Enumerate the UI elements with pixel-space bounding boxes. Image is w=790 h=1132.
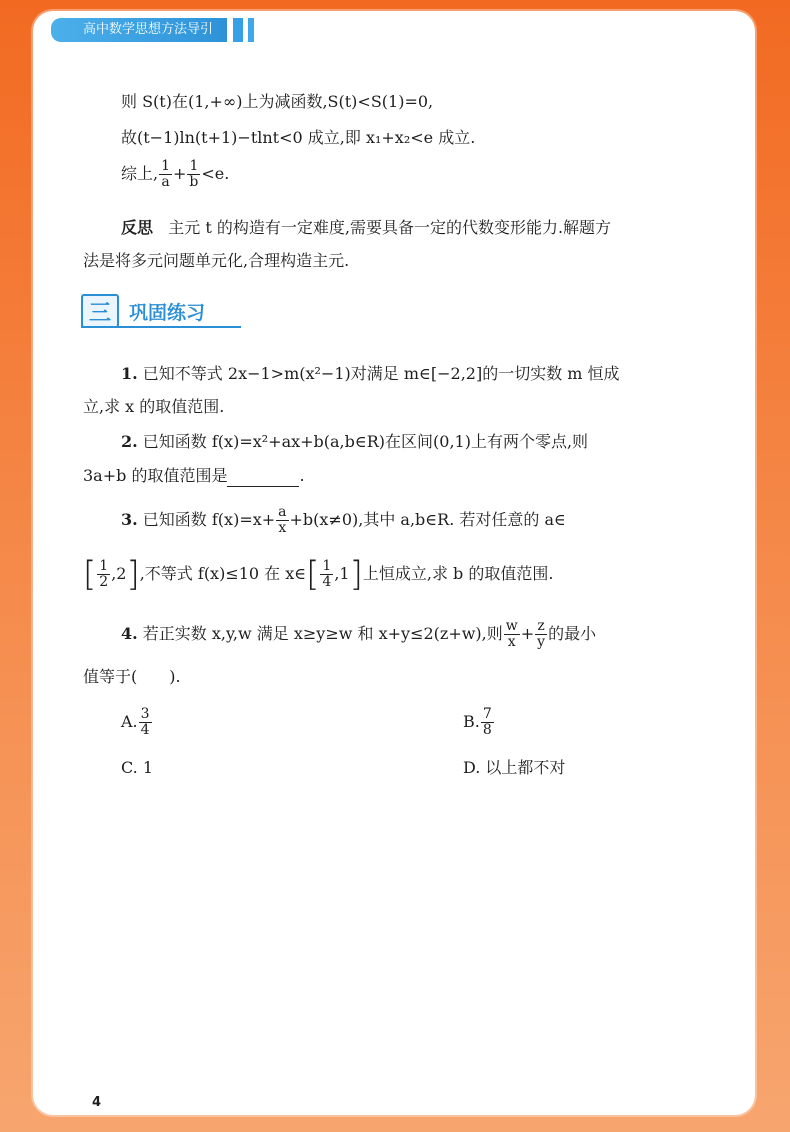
- fraction: [320, 559, 333, 590]
- fraction: [97, 559, 110, 590]
- answer-blank: [227, 470, 299, 487]
- denominator: a: [161, 174, 170, 190]
- denominator: 4: [322, 574, 332, 590]
- header-decor-bar: [233, 18, 243, 42]
- fraction: [504, 619, 520, 650]
- problem-4: [121, 619, 596, 650]
- text-line-summary: [121, 159, 229, 190]
- text-line: 则 S(t)在(1,+∞)上为减函数,S(t)<S(1)=0,: [121, 92, 434, 111]
- text-line: 法是将多元问题单元化,合理构造主元.: [83, 251, 350, 270]
- text: +: [173, 164, 187, 183]
- right-bracket: ]: [349, 554, 363, 595]
- text: ,1: [334, 564, 350, 583]
- left-bracket: [: [83, 554, 97, 595]
- problem-text: 已知函数 f(x)=x²+ax+b(a,b∈R)在区间(0,1)上有两个零点,则: [142, 432, 589, 451]
- header-decor-bar: [248, 18, 254, 42]
- denominator: y: [537, 634, 546, 650]
- option-label: B.: [463, 712, 480, 731]
- text-line: 故(t−1)ln(t+1)−tlnt<0 成立,即 x₁+x₂<e 成立.: [121, 128, 476, 147]
- numerator: 3: [140, 706, 150, 722]
- text-line: 值等于( ).: [83, 667, 181, 686]
- problem-3-cont: [83, 554, 554, 595]
- text: .: [299, 466, 305, 485]
- option-a: [121, 707, 153, 738]
- fraction: [481, 707, 494, 738]
- text-line: 立,求 x 的取值范围.: [83, 397, 225, 416]
- numerator: 7: [482, 706, 492, 722]
- text: +: [520, 624, 535, 643]
- right-bracket: ]: [126, 554, 140, 595]
- section-heading: [81, 294, 205, 328]
- problem-text: +b(x≠0),其中 a,b∈R. 若对任意的 a∈: [289, 510, 566, 529]
- numerator: 1: [189, 158, 199, 174]
- problem-2-cont: [83, 465, 305, 487]
- reflection-text: 主元 t 的构造有一定难度,需要具备一定的代数变形能力.解题方: [168, 218, 612, 237]
- left-bracket: [: [306, 554, 320, 595]
- text: <e.: [201, 164, 230, 183]
- section-title: 巩固练习: [129, 301, 206, 324]
- denominator: 8: [482, 722, 492, 738]
- problem-text: 已知函数 f(x)=x+: [142, 510, 276, 529]
- problem-text: 的最小: [548, 624, 597, 643]
- problem-number: 3.: [121, 510, 138, 529]
- section-number-icon: 三: [81, 294, 119, 328]
- book-page: [33, 11, 755, 1115]
- problem-number: 4.: [121, 624, 138, 643]
- numerator: a: [278, 504, 287, 520]
- problem-1: [121, 363, 620, 385]
- problem-text: 若正实数 x,y,w 满足 x≥y≥w 和 x+y≤2(z+w),则: [142, 624, 503, 643]
- fraction: [276, 505, 288, 536]
- numerator: 1: [161, 158, 171, 174]
- option-label: A.: [121, 712, 138, 731]
- option-d: D. 以上都不对: [463, 758, 566, 777]
- text: ,不等式 f(x)≤10 在 x∈: [139, 564, 307, 583]
- section-underline: [81, 326, 241, 328]
- option-c: C. 1: [121, 758, 154, 777]
- fraction: [187, 159, 200, 190]
- option-b: [463, 707, 495, 738]
- header-title: 高中数学思想方法导引: [51, 18, 227, 42]
- reflection-line: [121, 217, 611, 239]
- problem-text: 已知不等式 2x−1>m(x²−1)对满足 m∈[−2,2]的一切实数 m 恒成: [142, 364, 620, 383]
- denominator: x: [278, 520, 287, 536]
- denominator: 2: [99, 574, 109, 590]
- numerator: 1: [99, 558, 109, 574]
- text: ,2: [111, 564, 127, 583]
- fraction: [139, 707, 152, 738]
- fraction: [159, 159, 172, 190]
- denominator: 4: [140, 722, 150, 738]
- problem-3: [121, 505, 566, 536]
- numerator: w: [505, 618, 518, 634]
- text: 上恒成立,求 b 的取值范围.: [362, 564, 554, 583]
- denominator: b: [189, 174, 199, 190]
- problem-number: 2.: [121, 432, 138, 451]
- fraction: [535, 619, 547, 650]
- denominator: x: [507, 634, 516, 650]
- page-number: 4: [92, 1095, 102, 1110]
- numerator: 1: [322, 558, 332, 574]
- text: 综上,: [121, 164, 159, 183]
- reflection-label: 反思: [121, 218, 154, 237]
- problem-2: [121, 431, 588, 453]
- problem-text: 3a+b 的取值范围是: [83, 466, 228, 485]
- problem-number: 1.: [121, 364, 138, 383]
- numerator: z: [537, 618, 545, 634]
- running-header: [51, 17, 254, 43]
